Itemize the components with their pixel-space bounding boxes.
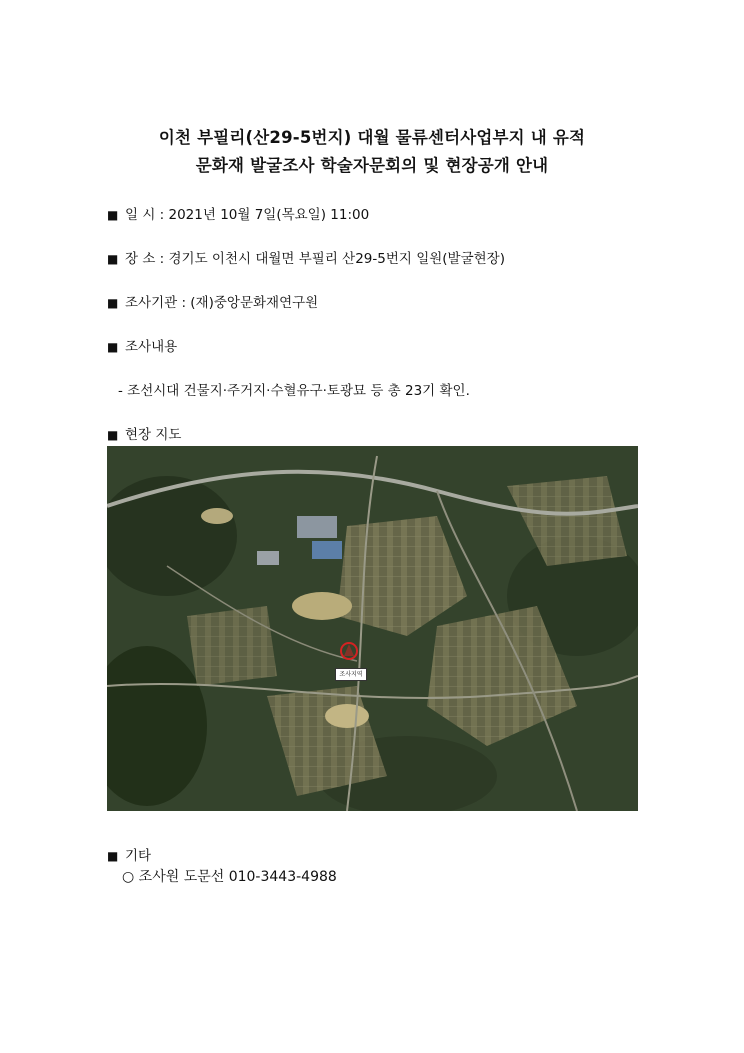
site-aerial-map [107, 446, 638, 811]
site-marker-label: 조사지역 [335, 668, 367, 681]
item-etc-head-text: 기타 [125, 848, 152, 864]
doc-title-line1: 이천 부필리(산29-5번지) 대월 물류센터사업부지 내 유적 [158, 128, 586, 147]
item-org-text: 조사기관 : (재)중앙문화재연구원 [125, 295, 319, 311]
item-place-text: 장 소 : 경기도 이천시 대월면 부필리 산29-5번지 일원(발굴현장) [125, 251, 505, 267]
square-bullet-icon: ■ [107, 340, 119, 354]
item-map-head [107, 423, 181, 443]
square-bullet-icon: ■ [107, 428, 119, 442]
item-etc-head [107, 844, 151, 864]
aerial-photo [107, 446, 638, 811]
item-content-detail: - 조선시대 건물지·주거지·수혈유구·토광묘 등 총 23기 확인. [118, 383, 470, 399]
item-date [107, 203, 369, 223]
item-content-head [107, 335, 177, 355]
square-bullet-icon: ■ [107, 252, 119, 266]
contact-line: ○ 조사원 도문선 010-3443-4988 [122, 869, 337, 885]
square-bullet-icon: ■ [107, 849, 119, 863]
doc-title-line2: 문화재 발굴조사 학술자문회의 및 현장공개 안내 [195, 156, 549, 175]
item-map-head-text: 현장 지도 [125, 427, 182, 443]
item-content-head-text: 조사내용 [125, 339, 178, 355]
square-bullet-icon: ■ [107, 296, 119, 310]
item-org [107, 291, 318, 311]
item-date-text: 일 시 : 2021년 10월 7일(목요일) 11:00 [125, 207, 370, 223]
square-bullet-icon: ■ [107, 208, 119, 222]
item-place [107, 247, 505, 267]
